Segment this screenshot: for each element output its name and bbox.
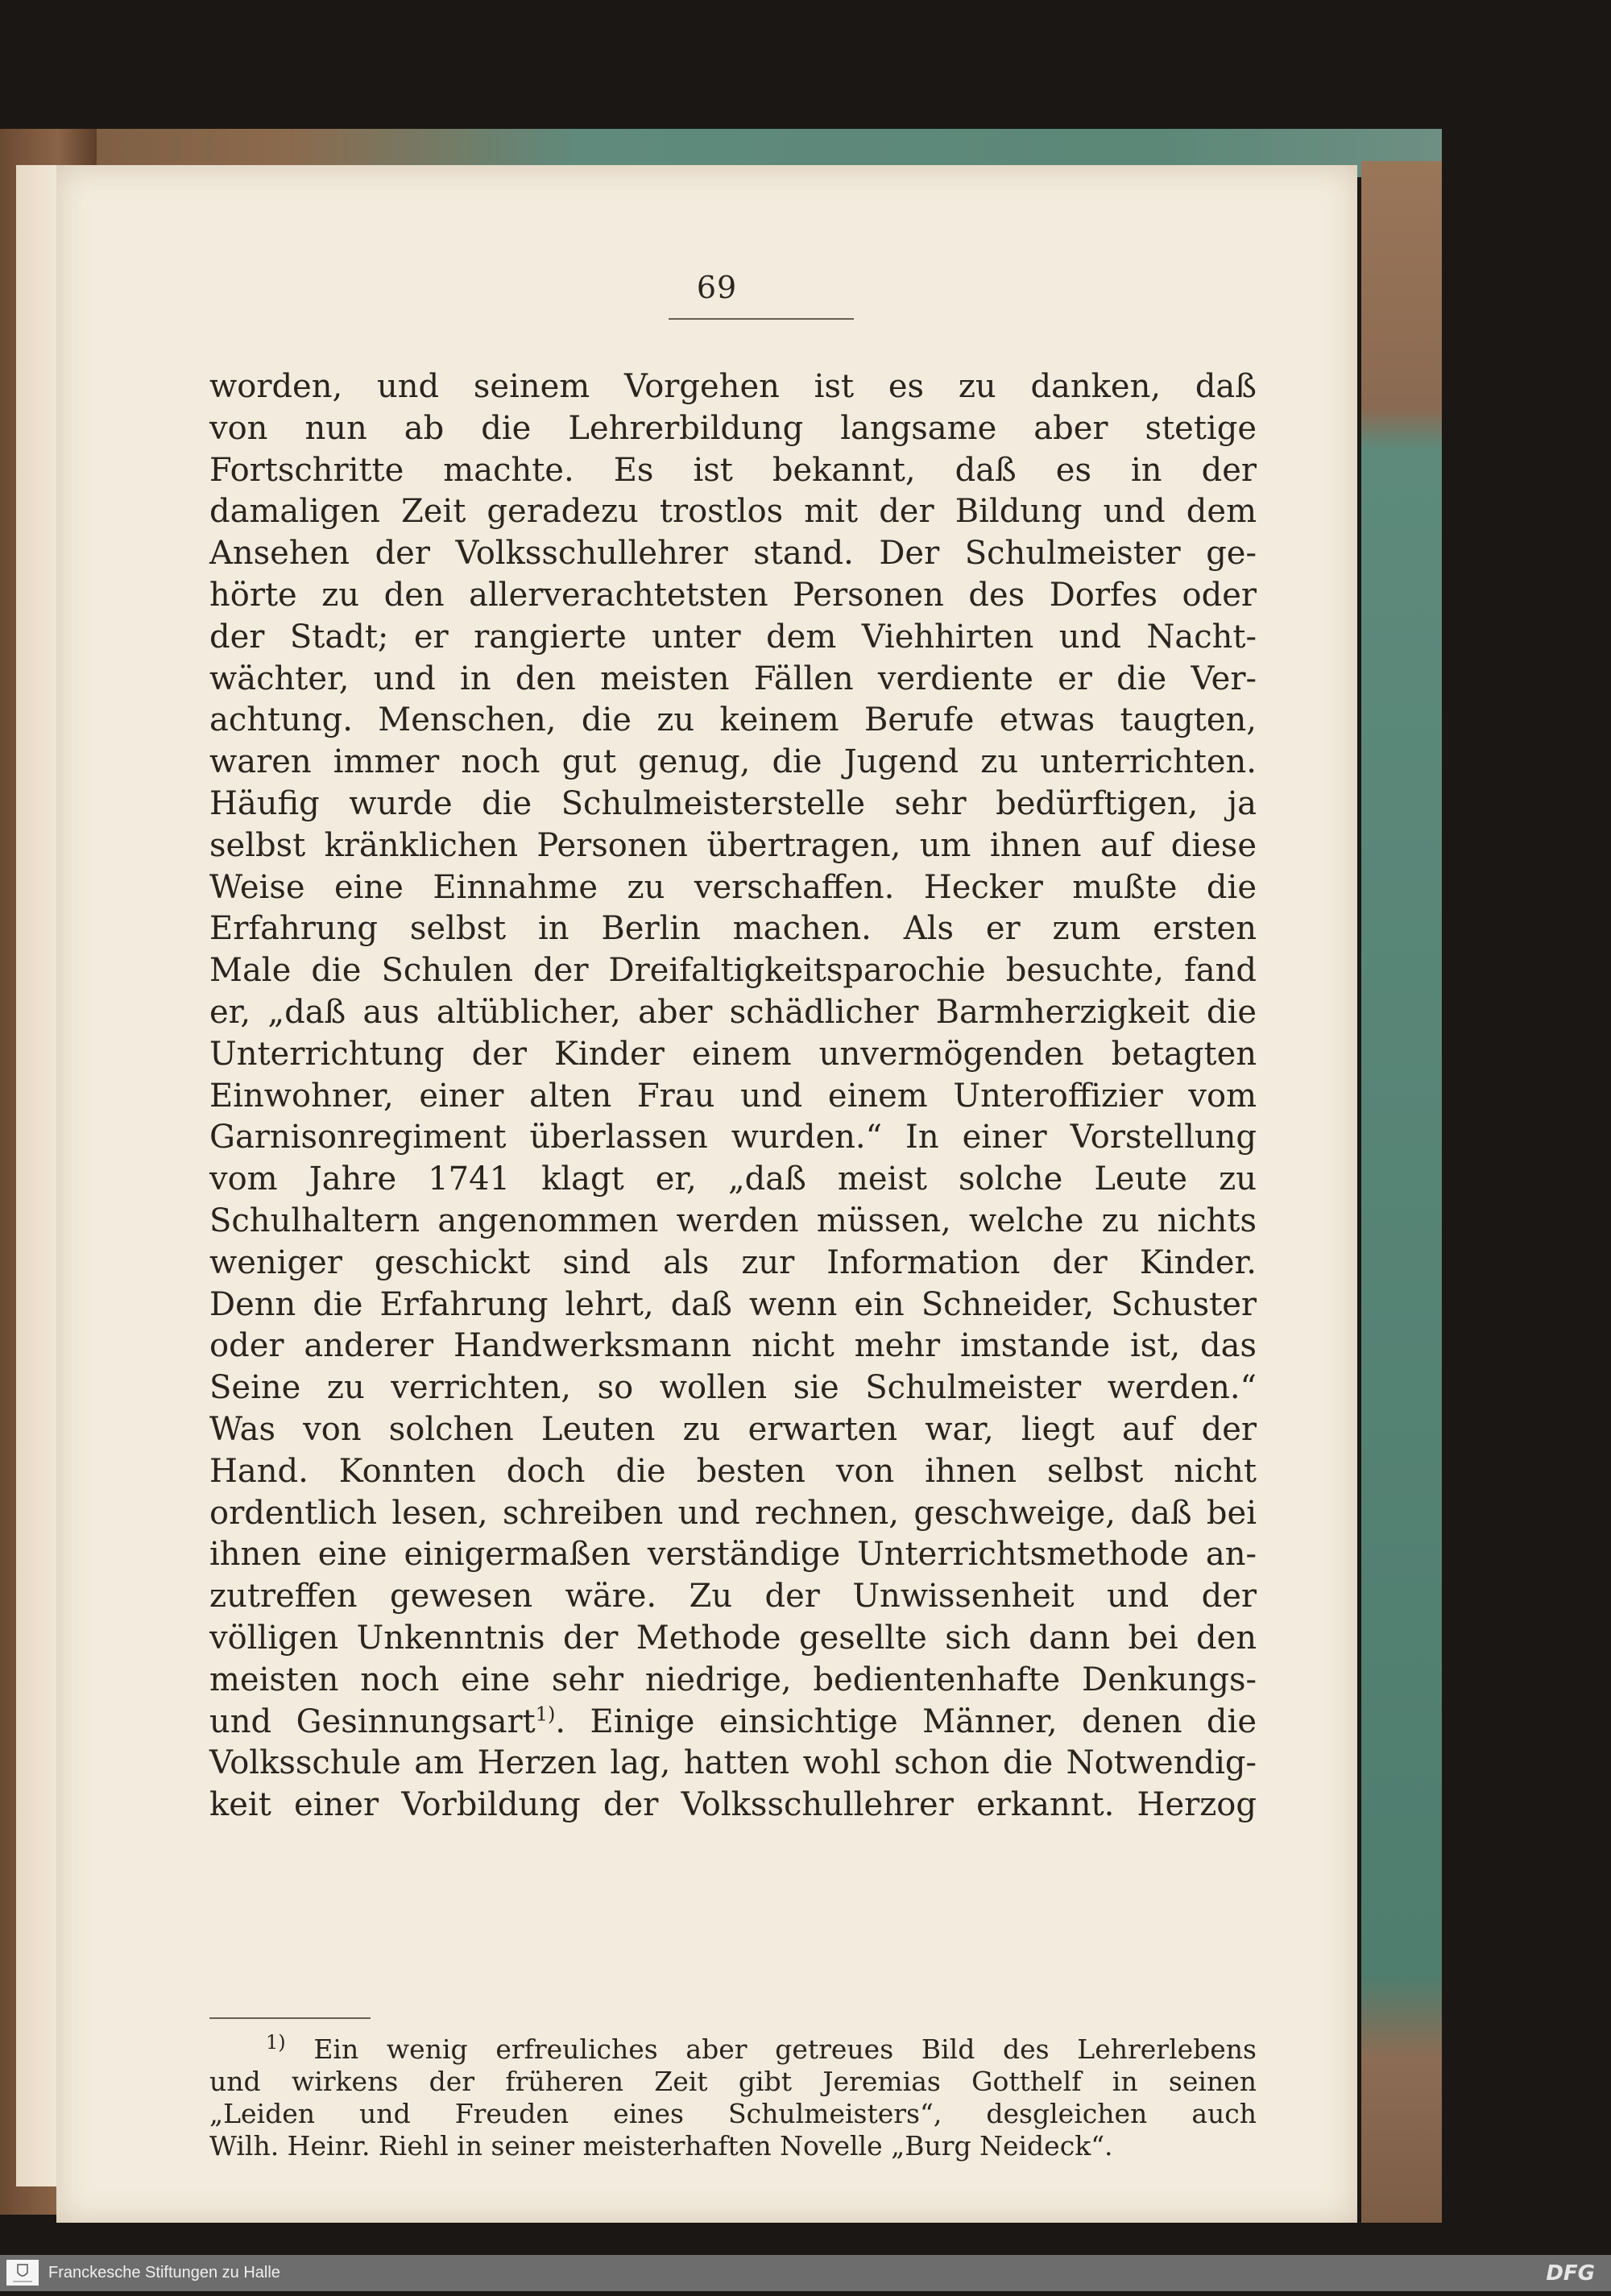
text-line: er, „daß aus altüblicher, aber schädlicher Barmherzigkeit die bbox=[209, 993, 1257, 1031]
text-line: Male die Schulen der Dreifaltigkeitsparochie besuchte, fand bbox=[209, 952, 1257, 990]
text-line: wächter, und in den meisten Fällen verdiente er die Ver- bbox=[209, 660, 1257, 697]
text-line: zutreffen gewesen wäre. Zu der Unwissenheit und der bbox=[209, 1578, 1257, 1615]
text-line: Seine zu verrichten, so wollen sie Schulmeister werden.“ bbox=[209, 1369, 1257, 1407]
text-line: keit einer Vorbildung der Volksschullehrer erkannt. Herzog bbox=[209, 1786, 1257, 1824]
footnote-reference[interactable]: 1) bbox=[535, 1702, 556, 1726]
text-line: der Stadt; er rangierte unter dem Viehhirten und Nacht- bbox=[209, 618, 1257, 656]
footnote-line: Wilh. Heinr. Riehl in seiner meisterhaften Novelle „Burg Neideck“. bbox=[209, 2130, 1113, 2162]
institution-name[interactable]: Franckesche Stiftungen zu Halle bbox=[48, 2264, 280, 2282]
text-line: hörte zu den allerverachtetsten Personen des Dorfes oder bbox=[209, 576, 1257, 614]
text-line: oder anderer Handwerksmann nicht mehr imstande ist, das bbox=[209, 1327, 1257, 1365]
footnote-line: „Leiden und Freuden eines Schulmeisters“, desgleichen auch bbox=[209, 2098, 1257, 2129]
text-line: meisten noch eine sehr niedrige, bedientenhafte Denkungs- bbox=[209, 1661, 1257, 1698]
body-text bbox=[209, 366, 1257, 1826]
text-line: Erfahrung selbst in Berlin machen. Als er zum ersten bbox=[209, 910, 1257, 948]
text-line: Häufig wurde die Schulmeisterstelle sehr bedürftigen, ja bbox=[209, 784, 1257, 822]
footnote bbox=[209, 2033, 1257, 2162]
text-segment: und Gesinnungsart bbox=[209, 1702, 536, 1740]
text-line: völligen Unkenntnis der Methode gesellte sich dann bei den bbox=[209, 1619, 1257, 1657]
text-line: Fortschritte machte. Es ist bekannt, daß es in der bbox=[209, 451, 1257, 489]
footnote-mark: 1) bbox=[266, 2031, 286, 2054]
footnote-line: und wirkens der früheren Zeit gibt Jeremias Gotthelf in seinen bbox=[209, 2066, 1257, 2097]
text-line: achtung. Menschen, die zu keinem Berufe etwas taugten, bbox=[209, 701, 1257, 739]
text-line: Denn die Erfahrung lehrt, daß wenn ein Schneider, Schuster bbox=[209, 1285, 1257, 1323]
text-line: ihnen eine einigermaßen verständige Unterrichtsmethode an- bbox=[209, 1536, 1257, 1574]
text-line: Schulhaltern angenommen werden müssen, welche zu nichts bbox=[209, 1202, 1257, 1239]
dfg-logo[interactable]: DFG bbox=[1546, 2261, 1595, 2286]
text-line: worden, und seinem Vorgehen ist es zu danken, daß bbox=[209, 368, 1257, 405]
text-line: Hand. Konnten doch die besten von ihnen selbst nicht bbox=[209, 1452, 1257, 1490]
footnote-text: Ein wenig erfreuliches aber getreues Bild des Lehrerlebens bbox=[313, 2033, 1257, 2065]
book-page bbox=[56, 165, 1357, 2223]
text-line-with-note bbox=[209, 1702, 1257, 1744]
page-number: 69 bbox=[696, 270, 738, 305]
text-line: waren immer noch gut genug, die Jugend zu unterrichten. bbox=[209, 743, 1257, 781]
book-cover-right bbox=[1361, 161, 1442, 2223]
footnote-line bbox=[209, 2033, 1257, 2066]
text-line: vom Jahre 1741 klagt er, „daß meist solche Leute zu bbox=[209, 1160, 1257, 1198]
text-segment: . Einige einsichtige Männer, denen die bbox=[555, 1702, 1257, 1740]
text-line: von nun ab die Lehrerbildung langsame aber stetige bbox=[209, 409, 1257, 447]
text-line: Einwohner, einer alten Frau und einem Unteroffizier vom bbox=[209, 1077, 1257, 1115]
text-line: selbst kränklichen Personen übertragen, um ihnen auf diese bbox=[209, 826, 1257, 864]
page-number-rule bbox=[669, 318, 854, 320]
footer-bar bbox=[0, 2255, 1611, 2291]
text-line: ordentlich lesen, schreiben und rechnen, geschweige, daß bei bbox=[209, 1494, 1257, 1532]
text-line: Volksschule am Herzen lag, hatten wohl schon die Notwendig- bbox=[209, 1744, 1257, 1782]
text-line: damaligen Zeit geradezu trostlos mit der Bildung und dem bbox=[209, 493, 1257, 531]
text-line: Weise eine Einnahme zu verschaffen. Hecker mußte die bbox=[209, 868, 1257, 906]
footnote-rule bbox=[209, 2017, 371, 2019]
text-line: Unterrichtung der Kinder einem unvermögenden betagten bbox=[209, 1035, 1257, 1073]
text-line: Ansehen der Volksschullehrer stand. Der Schulmeister ge- bbox=[209, 535, 1257, 573]
crest-icon bbox=[6, 2260, 39, 2286]
text-line: weniger geschickt sind als zur Information der Kinder. bbox=[209, 1243, 1257, 1281]
text-line: Garnisonregiment überlassen wurden.“ In einer Vorstellung bbox=[209, 1119, 1257, 1156]
institution-logo[interactable] bbox=[6, 2260, 39, 2286]
text-line: Was von solchen Leuten zu erwarten war, liegt auf der bbox=[209, 1410, 1257, 1448]
